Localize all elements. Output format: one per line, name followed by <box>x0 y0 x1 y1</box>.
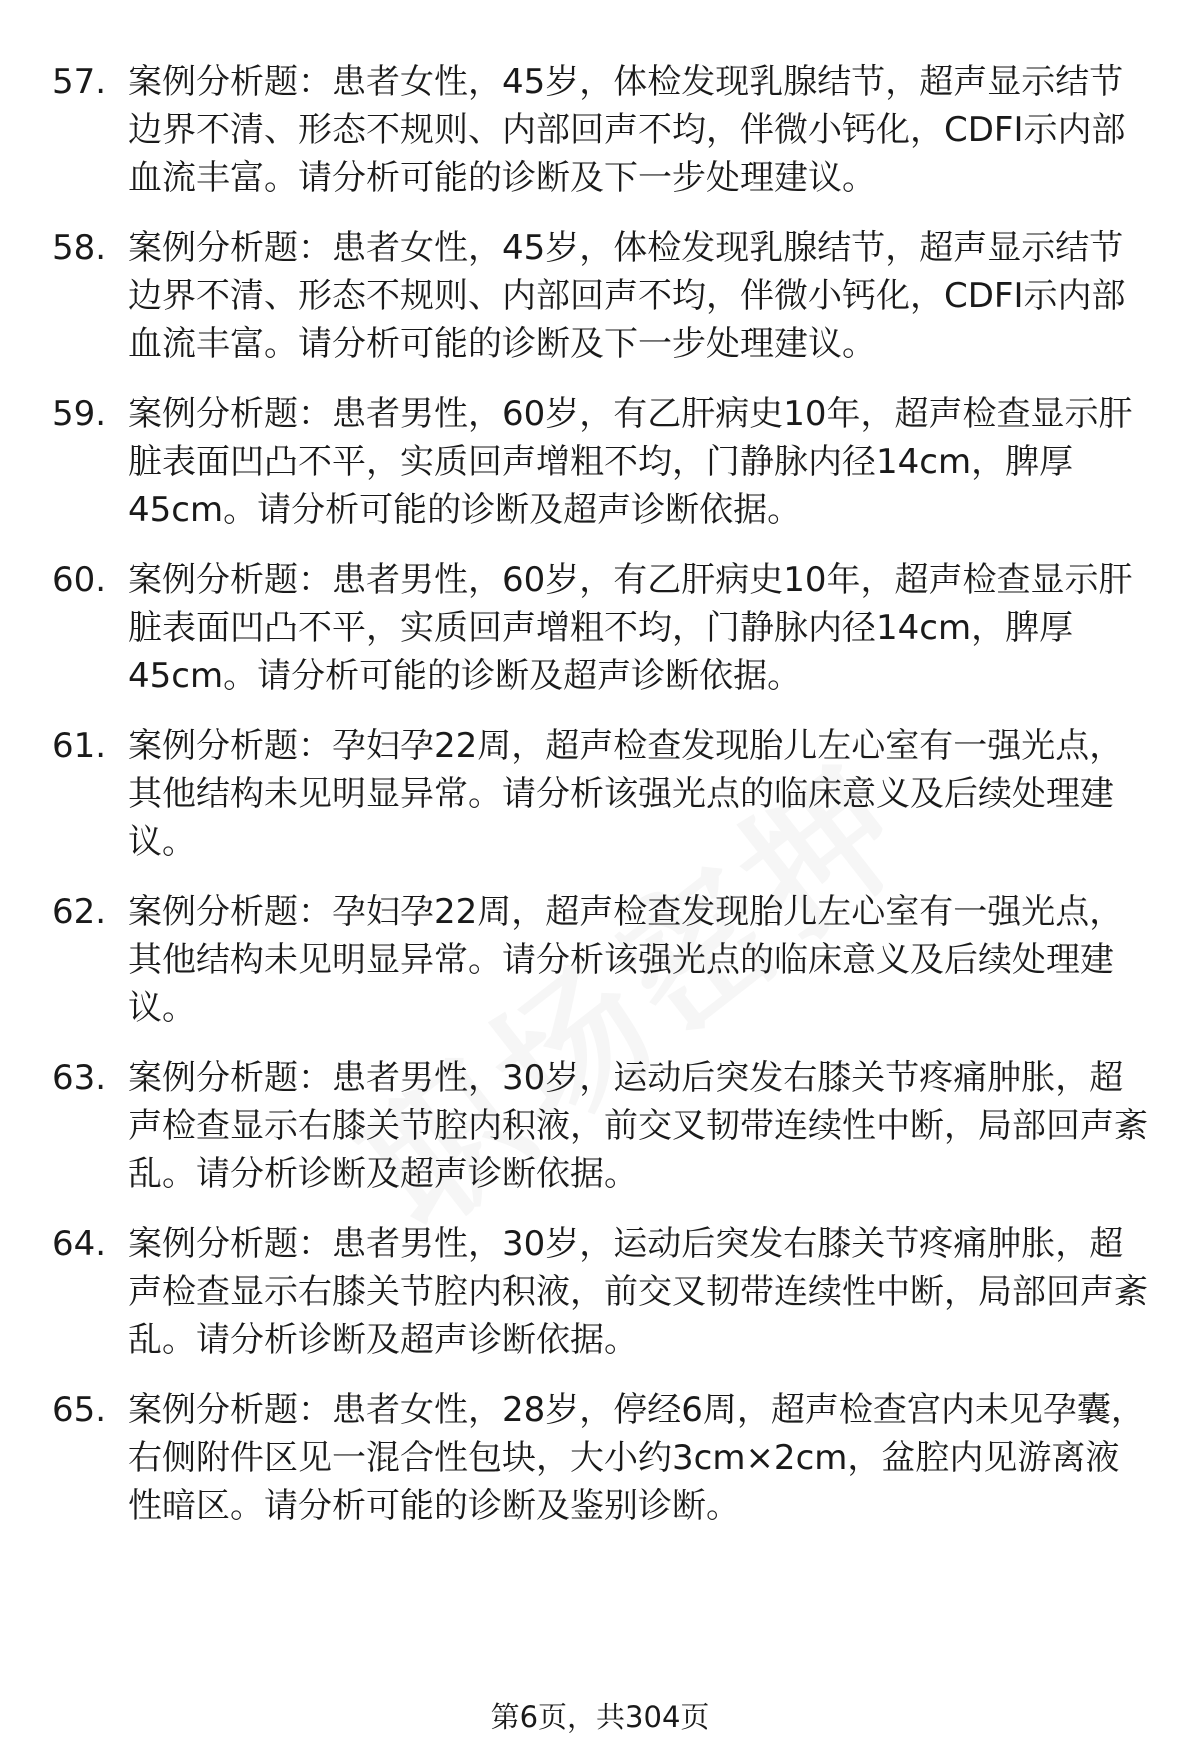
question-item <box>52 390 1152 534</box>
question-item <box>52 1054 1152 1198</box>
question-text: 案例分析题：患者男性，60岁，有乙肝病史10年，超声检查显示肝脏表面凹凸不平，实质回声增粗不均，门静脉内径14cm，脾厚45cm。请分析可能的诊断及超声诊断依据。 <box>128 394 1133 530</box>
question-text: 案例分析题：孕妇孕22周，超声检查发现胎儿左心室有一强光点，其他结构未见明显异常。请分析该强光点的临床意义及后续处理建议。 <box>128 892 1124 1028</box>
question-number: 58. <box>52 228 107 268</box>
question-item <box>52 1386 1152 1530</box>
question-number: 63. <box>52 1058 107 1098</box>
question-text: 案例分析题：患者男性，30岁，运动后突发右膝关节疼痛肿胀，超声检查显示右膝关节腔内积液，前交叉韧带连续性中断，局部回声紊乱。请分析诊断及超声诊断依据。 <box>128 1224 1148 1360</box>
question-number: 65. <box>52 1390 107 1430</box>
question-item <box>52 722 1152 866</box>
question-text: 案例分析题：患者男性，60岁，有乙肝病史10年，超声检查显示肝脏表面凹凸不平，实质回声增粗不均，门静脉内径14cm，脾厚45cm。请分析可能的诊断及超声诊断依据。 <box>128 560 1133 696</box>
question-item <box>52 58 1152 202</box>
question-item <box>52 224 1152 368</box>
question-text: 案例分析题：患者女性，45岁，体检发现乳腺结节，超声显示结节边界不清、形态不规则、内部回声不均，伴微小钙化，CDFI示内部血流丰富。请分析可能的诊断及下一步处理建议。 <box>128 62 1126 198</box>
question-list <box>52 58 1152 1552</box>
question-item <box>52 556 1152 700</box>
question-number: 60. <box>52 560 107 600</box>
question-text: 案例分析题：患者女性，28岁，停经6周，超声检查宫内未见孕囊，右侧附件区见一混合性包块，大小约3cm×2cm，盆腔内见游离液性暗区。请分析可能的诊断及鉴别诊断。 <box>128 1390 1145 1526</box>
question-number: 57. <box>52 62 107 102</box>
question-text: 案例分析题：孕妇孕22周，超声检查发现胎儿左心室有一强光点，其他结构未见明显异常。请分析该强光点的临床意义及后续处理建议。 <box>128 726 1124 862</box>
question-number: 61. <box>52 726 107 766</box>
page-indicator: 第6页，共304页 <box>490 1700 710 1734</box>
question-text: 案例分析题：患者男性，30岁，运动后突发右膝关节疼痛肿胀，超声检查显示右膝关节腔内积液，前交叉韧带连续性中断，局部回声紊乱。请分析诊断及超声诊断依据。 <box>128 1058 1148 1194</box>
question-number: 62. <box>52 892 107 932</box>
question-number: 59. <box>52 394 107 434</box>
question-number: 64. <box>52 1224 107 1264</box>
question-item <box>52 1220 1152 1364</box>
question-text: 案例分析题：患者女性，45岁，体检发现乳腺结节，超声显示结节边界不清、形态不规则、内部回声不均，伴微小钙化，CDFI示内部血流丰富。请分析可能的诊断及下一步处理建议。 <box>128 228 1126 364</box>
question-item <box>52 888 1152 1032</box>
